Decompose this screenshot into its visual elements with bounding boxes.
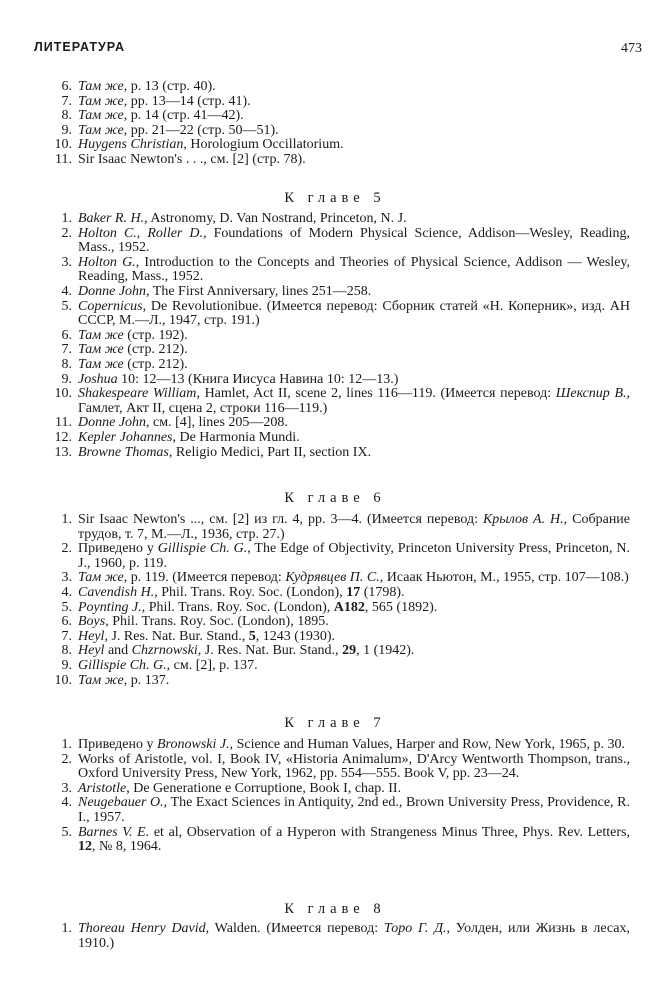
reference-number: 6.: [61, 614, 72, 630]
reference-text: , 565 (1892).: [364, 599, 438, 615]
reference-text: , p. 137.: [123, 672, 170, 688]
reference-text: , Foundations of Modern Physical Science, Addison—Wesley, Reading, Mass., 1952.: [78, 225, 631, 256]
reference-text: , De Generatione e Corruptione, Book I, chap. II.: [126, 780, 402, 796]
reference-number: 5.: [61, 599, 72, 615]
reference-text: , pp. 13—14 (стр. 41).: [123, 93, 251, 109]
reference-text: , p. 14 (стр. 41—42).: [123, 108, 244, 124]
section-heading-chapter-8: К главе 8: [284, 901, 386, 917]
reference-number: 4.: [61, 795, 72, 811]
reference-author-text: Huygens Christian: [78, 137, 184, 153]
references-list-chapter-7: [0, 738, 670, 855]
reference-volume-text: 5: [248, 628, 256, 644]
reference-author-text: Шекспир В.: [555, 386, 627, 402]
reference-entry: [55, 415, 630, 431]
reference-text: and: [104, 643, 132, 659]
reference-text: , The First Anniversary, lines 251—258.: [146, 283, 372, 299]
reference-entry: [61, 921, 630, 951]
reference-number: 5.: [61, 824, 72, 840]
reference-author-text: Heyl: [78, 643, 105, 659]
page-number: 473: [621, 41, 642, 56]
reference-author-text: Poynting J.: [78, 599, 142, 615]
reference-entry: [61, 657, 630, 674]
reference-number: 1.: [61, 512, 72, 527]
reference-text: , Horologium Occillatorium.: [183, 137, 344, 153]
reference-text: ,: [136, 225, 148, 241]
reference-number: 9.: [61, 122, 72, 138]
reference-author-text: Donne John: [78, 283, 147, 299]
reference-text: , Собрание трудов, т. 7, М.—Л., 1936, стр. 27.): [78, 512, 631, 542]
reference-entry: [61, 512, 631, 542]
reference-entry: [54, 386, 630, 416]
reference-text: , Phil. Trans. Roy. Soc. (London), 1895.: [105, 614, 329, 630]
reference-text: , The Edge of Objectivity, Princeton University Press, Princeton, N. J., 1960, p. 119.: [78, 541, 630, 571]
reference-author-text: Donne John: [78, 415, 147, 431]
reference-number: 3.: [61, 780, 72, 796]
reference-author-text: Holton C.: [78, 225, 137, 241]
reference-entry: [61, 628, 630, 645]
reference-entry: [61, 342, 630, 358]
references-list-chapter-6: [0, 513, 670, 688]
reference-text: (стр. 192).: [123, 327, 188, 343]
references-list-intro: [0, 80, 670, 168]
reference-author-text: Крылов А. Н.: [482, 512, 564, 527]
reference-entry: [61, 780, 630, 797]
reference-author-text: Shakespeare William: [78, 386, 197, 402]
reference-entry: [61, 108, 630, 124]
reference-entry: [61, 541, 630, 571]
reference-entry: [61, 225, 631, 256]
reference-text: , 1243 (1930).: [255, 628, 336, 644]
reference-number: 2.: [61, 751, 72, 767]
reference-entry: [61, 298, 630, 329]
reference-text: , J. Res. Nat. Bur. Stand.,: [197, 643, 343, 659]
reference-number: 2.: [61, 541, 72, 557]
reference-number: 10.: [54, 672, 72, 688]
reference-text: (1798).: [360, 584, 405, 600]
reference-author-text: Там же: [78, 356, 124, 372]
reference-author-text: Cavendish H.: [78, 584, 155, 600]
reference-number: 1.: [61, 211, 72, 226]
reference-number: 8.: [61, 643, 72, 659]
section-heading-chapter-7: К главе 7: [284, 715, 386, 731]
reference-entry: [61, 614, 630, 630]
reference-text: , De Revolutionibue. (Имеется перевод: Сборник статей «Н. Коперник», изд. АН СССР, М.—Л., 1947, стр. 191.): [78, 298, 630, 329]
reference-number: 4.: [61, 283, 72, 299]
reference-entry: [54, 672, 630, 689]
reference-text: Приведено у: [78, 541, 158, 557]
reference-author-text: Baker R. H.: [78, 211, 145, 226]
reference-number: 3.: [61, 254, 72, 270]
reference-author-text: Barnes V. E.: [78, 824, 150, 840]
reference-author-text: Там же: [78, 570, 124, 586]
reference-text: Sir Isaac Newton's . . ., см. [2] (стр. 78).: [78, 151, 306, 167]
reference-text: , Hamlet, Act II, scene 2, lines 116—119. (Имеется перевод:: [196, 386, 556, 402]
reference-entry: [61, 327, 630, 344]
reference-author-text: Browne Thomas: [78, 444, 169, 460]
reference-entry: [61, 93, 630, 110]
references-list-chapter-8: [0, 922, 670, 951]
reference-text: , p. 13 (стр. 40).: [123, 79, 216, 94]
reference-author-text: Holton G.: [78, 254, 136, 270]
reference-author-text: Bronowski J.: [157, 737, 230, 752]
reference-text: , Science and Human Values, Harper and Row, New York, 1965, p. 30.: [229, 737, 626, 752]
reference-author-text: Торо Г. Д.: [383, 921, 447, 936]
reference-text: (стр. 212).: [123, 342, 188, 358]
reference-author-text: Там же: [78, 342, 124, 358]
reference-number: 7.: [61, 342, 72, 358]
reference-author-text: Там же: [78, 108, 124, 124]
reference-text: et al, Observation of a Hyperon with Strangeness Minus Three, Phys. Rev. Letters,: [149, 824, 631, 840]
reference-entry: [61, 737, 630, 753]
reference-text: Works of Aristotle, vol. I, Book IV, «Historia Animalum», D'Arcy Wentworth Thompson, trans., Oxford University Press, New York, 1962, pp. 554—555. Book V, pp. 23—24.: [78, 751, 630, 782]
reference-number: 12.: [54, 429, 72, 445]
reference-number: 6.: [61, 327, 72, 343]
reference-volume-text: 17: [346, 584, 361, 600]
reference-number: 13.: [54, 444, 72, 460]
reference-number: 9.: [61, 371, 72, 387]
reference-text: , см. [2], p. 137.: [166, 657, 258, 673]
reference-text: , Introduction to the Concepts and Theories of Physical Science, Addison — Wesley, Reading, Mass., 1952.: [78, 254, 630, 285]
reference-text: , De Harmonia Mundi.: [172, 429, 300, 445]
reference-number: 11.: [55, 415, 72, 431]
reference-number: 11.: [55, 151, 72, 167]
reference-text: , Religio Medici, Part II, section IX.: [168, 444, 372, 460]
reference-entry: [61, 371, 630, 388]
reference-text: , см. [4], lines 205—208.: [146, 415, 288, 431]
reference-author-text: Там же: [78, 79, 124, 94]
reference-number: 8.: [61, 108, 72, 124]
reference-author-text: Gillispie Ch. G.: [157, 541, 248, 557]
reference-author-text: Там же: [78, 93, 124, 109]
reference-text: , Phil. Trans. Roy. Soc. (London),: [141, 599, 334, 615]
running-head-title: ЛИТЕРАТУРА: [34, 40, 126, 54]
reference-text: , J. Res. Nat. Bur. Stand.,: [104, 628, 249, 644]
reference-volume-text: 12: [78, 839, 92, 855]
reference-entry: [61, 599, 630, 616]
reference-author-text: Aristotle: [78, 780, 127, 796]
reference-number: 1.: [61, 737, 72, 752]
reference-entry: [61, 211, 630, 227]
reference-number: 10.: [54, 137, 72, 153]
reference-text: , Walden. (Имеется перевод:: [205, 921, 384, 936]
reference-entry: [54, 429, 630, 446]
reference-number: 7.: [61, 628, 72, 644]
references-list-chapter-5: [0, 212, 670, 460]
reference-text: (стр. 212).: [123, 356, 188, 372]
reference-text: , Гамлет, Акт II, сцена 2, строки 116—119.): [78, 386, 630, 416]
reference-text: , The Exact Sciences in Antiquity, 2nd ed., Brown University Press, Providence, R. I., 1957.: [78, 795, 630, 825]
reference-number: 4.: [61, 584, 72, 600]
reference-text: , № 8, 1964.: [92, 839, 162, 855]
reference-author-text: Chzrnowski: [131, 643, 198, 659]
reference-author-text: Thoreau Henry David: [78, 921, 206, 936]
section-heading-chapter-6: К главе 6: [284, 490, 386, 506]
reference-author-text: Boys: [78, 614, 106, 630]
reference-number: 5.: [61, 298, 72, 314]
reference-volume-text: A182: [333, 599, 365, 615]
reference-author-text: Кудрявцев П. С.: [285, 570, 380, 586]
reference-number: 9.: [61, 657, 72, 673]
reference-entry: [61, 570, 630, 586]
reference-author-text: Там же: [78, 327, 124, 343]
reference-text: , Astronomy, D. Van Nostrand, Princeton, N. J.: [144, 211, 407, 226]
reference-author-text: Heyl: [78, 628, 105, 644]
reference-entry: [55, 151, 630, 168]
reference-entry: [61, 356, 630, 373]
reference-number: 6.: [61, 79, 72, 94]
reference-number: 7.: [61, 93, 72, 109]
reference-text: Sir Isaac Newton's ..., см. [2] из гл. 4, pp. 3—4. (Имеется перевод:: [78, 512, 483, 527]
reference-entry: [61, 254, 630, 285]
reference-author-text: Joshua: [78, 371, 118, 387]
reference-author-text: Copernicus: [78, 298, 143, 314]
reference-author-text: Neugebauer O.: [78, 795, 164, 811]
reference-author-text: Там же: [78, 672, 124, 688]
reference-entry: [61, 795, 630, 825]
reference-number: 1.: [61, 921, 72, 936]
reference-author-text: Там же: [78, 122, 124, 138]
reference-text: , p. 119. (Имеется перевод:: [123, 570, 286, 586]
reference-number: 10.: [54, 386, 72, 402]
reference-text: , Уолден, или Жизнь в лесах, 1910.): [78, 921, 630, 951]
reference-entry: [61, 283, 630, 300]
reference-author-text: Roller D.: [147, 225, 204, 241]
reference-text: Приведено у: [78, 737, 157, 752]
reference-entry: [61, 122, 630, 139]
reference-number: 2.: [61, 225, 72, 241]
reference-number: 8.: [61, 356, 72, 372]
reference-number: 3.: [61, 570, 72, 586]
reference-text: , pp. 21—22 (стр. 50—51).: [123, 122, 279, 138]
section-heading-chapter-5: К главе 5: [284, 190, 386, 206]
reference-entry: [61, 584, 630, 601]
reference-entry: [61, 824, 631, 855]
reference-entry: [61, 79, 630, 95]
reference-text: , 1 (1942).: [356, 643, 415, 659]
reference-text: 10: 12—13 (Книга Иисуса Навина 10: 12—13.): [117, 371, 399, 387]
reference-author-text: Kepler Johannes: [78, 429, 173, 445]
reference-entry: [61, 751, 630, 782]
reference-text: , Phil. Trans. Roy. Soc. (London),: [154, 584, 347, 600]
reference-entry: [54, 137, 630, 153]
reference-entry: [54, 444, 630, 461]
reference-entry: [61, 643, 630, 659]
reference-text: , Исаак Ньютон, М., 1955, стр. 107—108.): [379, 570, 629, 586]
reference-author-text: Gillispie Ch. G.: [78, 657, 167, 673]
reference-volume-text: 29: [342, 643, 357, 659]
